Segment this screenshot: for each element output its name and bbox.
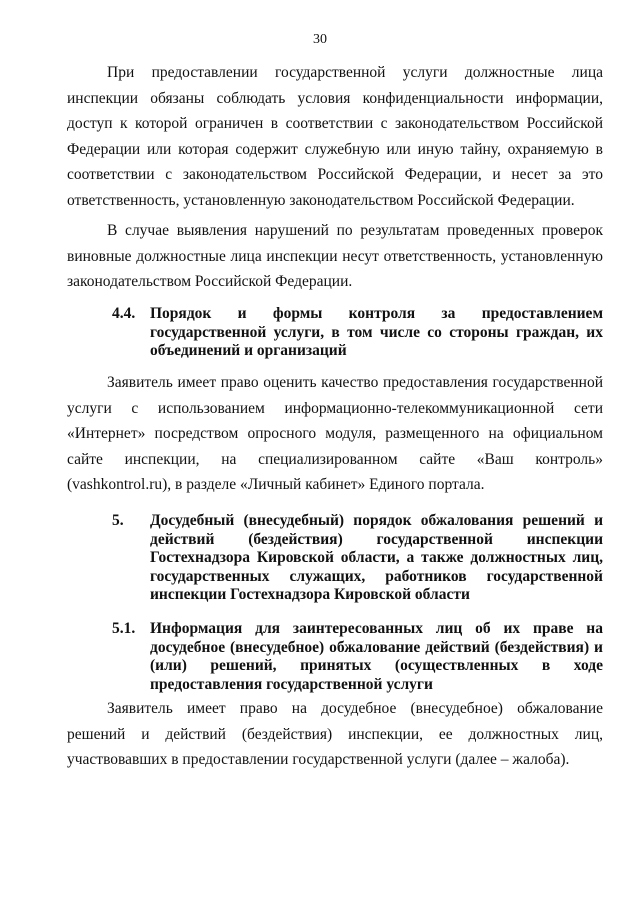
heading-control: Порядок и формы контроля за предоставлением государственной услуги, в том числе со стороны граждан, их объединений и организаций [150, 305, 603, 359]
heading-appeal-info: Информация для заинтересованных лиц об их праве на досудебное (внесудебное) обжалование действий (бездействия) и (или) решений, принятых (осуществленных в ходе предоставления государственной услуги [150, 620, 603, 693]
heading-number: 5.1. [112, 620, 136, 637]
heading-appeal-procedure: Досудебный (внесудебный) порядок обжалования решений и действий (бездействия) государственной инспекции Гостехнадзора Кировской области, а также должностных лиц, государственных служащих, работников государственной инспекции Гостехнадзора Кировской области [150, 512, 603, 603]
page-number: 30 [313, 32, 327, 47]
paragraph-quality-assessment: Заявитель имеет право оценить качество предоставления государственной услуги с использованием информационно-телекоммуникационной сети «Интернет» посредством опросного модуля, размещенного на официальном сайте инспекции, на специализированном сайте «Ваш контроль» (vashkontrol.ru), в разделе «Личный кабинет» Единого портала. [67, 374, 603, 493]
heading-number: 4.4. [112, 305, 136, 322]
paragraph-violations: В случае выявления нарушений по результатам проведенных проверок виновные должностные лица инспекции несут ответственность, установленную законодательством Российской Федерации. [67, 222, 603, 290]
heading-number: 5. [112, 512, 124, 529]
paragraph-confidentiality: При предоставлении государственной услуги должностные лица инспекции обязаны соблюдать условия конфиденциальности информации, доступ к которой ограничен в соответствии с законодательством Российской Федерации или которая содержит служебную или иную тайну, охраняемую в соответствии с законодательством Российской Федерации, и несет за это ответственность, установленную законодательством Российской Федерации. [67, 64, 603, 209]
paragraph-appeal-right: Заявитель имеет право на досудебное (внесудебное) обжалование решений и действий (бездействия) инспекции, ее должностных лиц, участвовавших в предоставлении государственной услуги (далее – жалоба). [67, 700, 603, 768]
